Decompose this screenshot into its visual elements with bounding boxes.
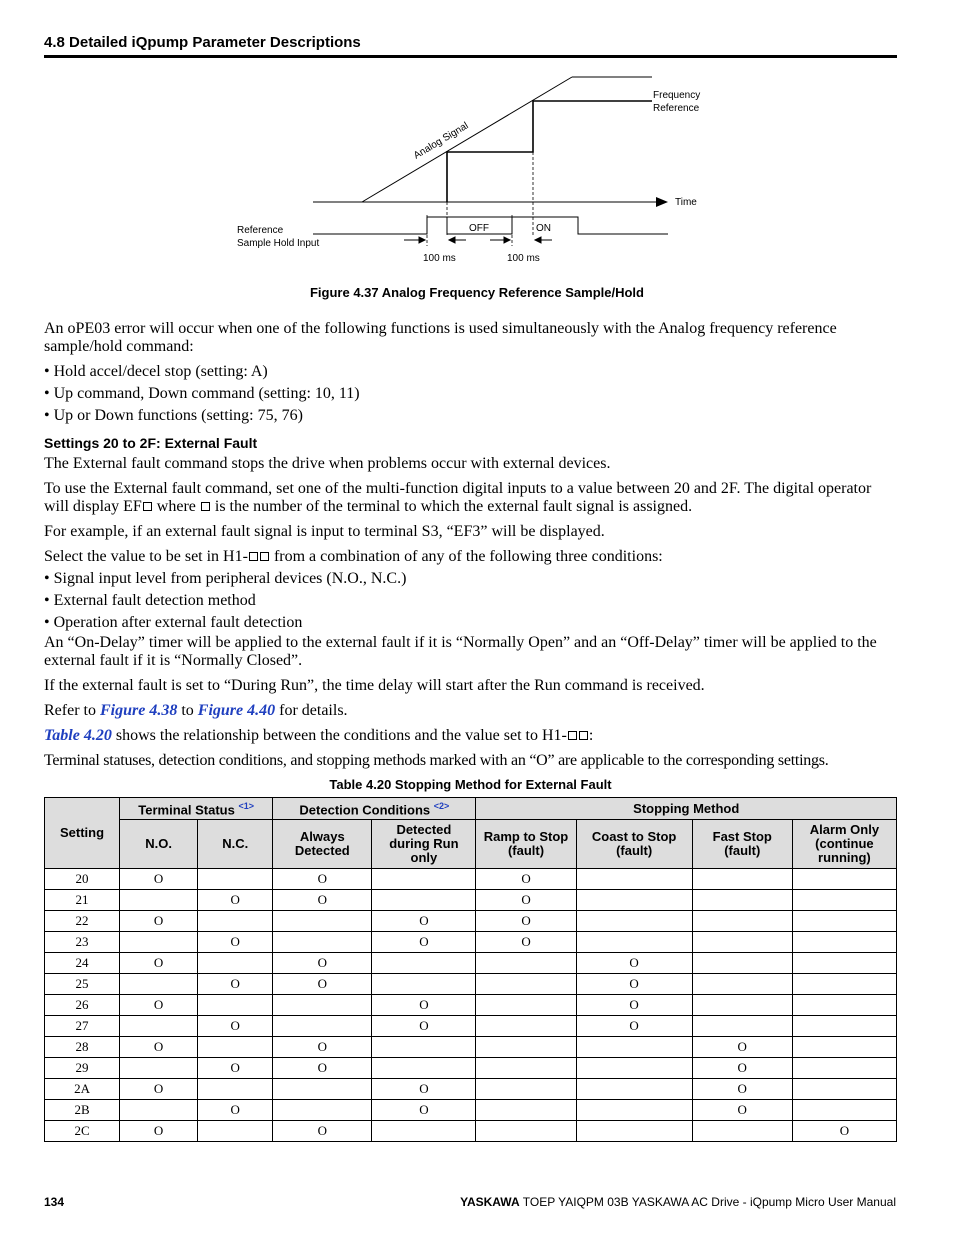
table-cell: O bbox=[120, 995, 198, 1016]
table-cell bbox=[692, 995, 792, 1016]
table-cell bbox=[476, 995, 576, 1016]
table-cell: O bbox=[198, 974, 273, 995]
table-row bbox=[45, 911, 897, 932]
table-cell bbox=[120, 932, 198, 953]
table-cell: O bbox=[372, 995, 476, 1016]
table-cell bbox=[372, 1121, 476, 1142]
frequency-reference-line bbox=[447, 101, 652, 202]
table-4-20-link[interactable]: Table 4.20 bbox=[44, 727, 112, 744]
table-cell bbox=[576, 890, 692, 911]
table-cell: O bbox=[273, 1037, 372, 1058]
paragraph: Terminal statuses, detection conditions, and stopping methods marked with an “O” are applicable to the corresponding settings. bbox=[44, 752, 829, 769]
table-cell bbox=[692, 869, 792, 890]
table-cell: O bbox=[120, 911, 198, 932]
table-cell bbox=[273, 932, 372, 953]
table-cell: O bbox=[476, 932, 576, 953]
bullet: • Up or Down functions (setting: 75, 76) bbox=[44, 407, 303, 424]
placeholder-square-icon bbox=[249, 552, 258, 561]
body-text bbox=[44, 320, 900, 777]
svg-text:Reference: Reference bbox=[653, 103, 700, 114]
table-cell bbox=[120, 974, 198, 995]
table-cell: O bbox=[576, 953, 692, 974]
table-cell bbox=[792, 974, 896, 995]
header-no: N.O. bbox=[120, 820, 198, 869]
table-cell bbox=[692, 1016, 792, 1037]
table-row bbox=[45, 932, 897, 953]
header-detected-during-run: Detected during Run only bbox=[372, 820, 476, 869]
table-cell: O bbox=[372, 911, 476, 932]
table-cell: O bbox=[273, 974, 372, 995]
time-label: Time bbox=[675, 197, 697, 208]
table-cell: O bbox=[273, 1058, 372, 1079]
table-cell bbox=[792, 995, 896, 1016]
table-cell: O bbox=[372, 932, 476, 953]
bullet: • Hold accel/decel stop (setting: A) bbox=[44, 363, 268, 380]
on-label: ON bbox=[536, 223, 551, 234]
table-cell bbox=[576, 1100, 692, 1121]
stopping-method-table bbox=[44, 797, 897, 1142]
figure-4-38-link[interactable]: Figure 4.38 bbox=[99, 702, 178, 719]
setting-cell: 23 bbox=[45, 932, 120, 953]
table-cell: O bbox=[273, 890, 372, 911]
table-cell bbox=[372, 890, 476, 911]
table-cell bbox=[692, 932, 792, 953]
table-row bbox=[45, 1079, 897, 1100]
table-cell bbox=[273, 911, 372, 932]
table-cell bbox=[792, 1100, 896, 1121]
setting-cell: 21 bbox=[45, 890, 120, 911]
table-cell bbox=[692, 953, 792, 974]
header-detection-conditions: Detection Conditions $^{<2>}$ bbox=[273, 798, 476, 820]
sample-hold-pulse bbox=[313, 217, 668, 234]
header-setting: Setting bbox=[45, 798, 120, 869]
setting-cell: 28 bbox=[45, 1037, 120, 1058]
table-cell bbox=[792, 1058, 896, 1079]
paragraph: To use the External fault command, set one of the multi-function digital inputs to a value between 20 and 2F. The digital operator will display EF where is the number of the terminal to which the external fault signal is assigned. bbox=[44, 480, 872, 515]
table-cell bbox=[792, 1079, 896, 1100]
section-title: 4.8 Detailed iQpump Parameter Descriptions bbox=[44, 34, 361, 51]
section-heading: Settings 20 to 2F: External Fault bbox=[44, 435, 258, 451]
table-caption: Table 4.20 Stopping Method for External Fault bbox=[329, 777, 612, 792]
table-cell bbox=[692, 1121, 792, 1142]
table-row bbox=[45, 1016, 897, 1037]
table-cell: O bbox=[576, 1016, 692, 1037]
table-cell: O bbox=[692, 1058, 792, 1079]
table-cell bbox=[198, 1079, 273, 1100]
table-cell: O bbox=[120, 1121, 198, 1142]
sample-hold-diagram bbox=[0, 0, 954, 300]
table-cell: O bbox=[576, 995, 692, 1016]
table-cell bbox=[198, 953, 273, 974]
table-row bbox=[45, 953, 897, 974]
table-cell bbox=[476, 953, 576, 974]
table-cell: O bbox=[120, 1037, 198, 1058]
placeholder-square-icon bbox=[143, 502, 152, 511]
table-cell: O bbox=[273, 1121, 372, 1142]
paragraph: Refer to Figure 4.38 to Figure 4.40 for details. bbox=[44, 702, 348, 719]
table-cell bbox=[792, 890, 896, 911]
table-cell bbox=[692, 911, 792, 932]
table-cell: O bbox=[372, 1016, 476, 1037]
table-cell: O bbox=[273, 953, 372, 974]
table-cell: O bbox=[273, 869, 372, 890]
table-cell: O bbox=[372, 1100, 476, 1121]
setting-cell: 26 bbox=[45, 995, 120, 1016]
table-cell bbox=[120, 1058, 198, 1079]
table-cell bbox=[273, 1016, 372, 1037]
table-cell: O bbox=[198, 1058, 273, 1079]
table-cell bbox=[198, 995, 273, 1016]
header-alarm-only: Alarm Only (continue running) bbox=[792, 820, 896, 869]
table-cell bbox=[476, 1100, 576, 1121]
table-cell bbox=[198, 1037, 273, 1058]
table-row bbox=[45, 1100, 897, 1121]
placeholder-square-icon bbox=[568, 731, 577, 740]
bullet: • Signal input level from peripheral devices (N.O., N.C.) bbox=[44, 570, 407, 587]
paragraph: The External fault command stops the drive when problems occur with external devices. bbox=[44, 455, 611, 472]
setting-cell: 25 bbox=[45, 974, 120, 995]
table-row bbox=[45, 869, 897, 890]
table-cell bbox=[792, 1037, 896, 1058]
table-cell bbox=[372, 953, 476, 974]
page-number: 134 bbox=[44, 1195, 65, 1209]
table-cell bbox=[792, 953, 896, 974]
table-cell bbox=[792, 1016, 896, 1037]
table-row bbox=[45, 1058, 897, 1079]
table-cell bbox=[576, 1079, 692, 1100]
paragraph: Select the value to be set in H1- from a combination of any of the following three conditions: bbox=[44, 548, 663, 565]
table-row bbox=[45, 890, 897, 911]
table-cell: O bbox=[692, 1100, 792, 1121]
table-cell: O bbox=[476, 890, 576, 911]
table-cell bbox=[273, 1079, 372, 1100]
paragraph: An “On-Delay” timer will be applied to the external fault if it is “Normally Open” and an “Off-Delay” timer will be applied to the external fault if it is “Normally Closed”. bbox=[44, 634, 877, 669]
header-nc: N.C. bbox=[198, 820, 273, 869]
table-row bbox=[45, 995, 897, 1016]
figure-4-40-link[interactable]: Figure 4.40 bbox=[197, 702, 276, 719]
table-cell bbox=[198, 869, 273, 890]
setting-cell: 27 bbox=[45, 1016, 120, 1037]
placeholder-square-icon bbox=[201, 502, 210, 511]
table-cell bbox=[576, 932, 692, 953]
table-cell bbox=[476, 1016, 576, 1037]
setting-cell: 29 bbox=[45, 1058, 120, 1079]
table-cell bbox=[692, 974, 792, 995]
table-cell bbox=[792, 932, 896, 953]
table-cell bbox=[372, 1037, 476, 1058]
setting-cell: 2A bbox=[45, 1079, 120, 1100]
table-cell bbox=[476, 1037, 576, 1058]
table-cell bbox=[476, 1079, 576, 1100]
table-cell: O bbox=[120, 869, 198, 890]
setting-cell: 2C bbox=[45, 1121, 120, 1142]
time-axis-arrow bbox=[656, 197, 668, 207]
paragraph: If the external fault is set to “During Run”, the time delay will start after the Run command is received. bbox=[44, 677, 705, 694]
analog-signal-line bbox=[362, 77, 572, 202]
svg-text:Sample Hold Input: Sample Hold Input bbox=[237, 238, 320, 249]
header-always-detected: Always Detected bbox=[273, 820, 372, 869]
paragraph: For example, if an external fault signal is input to terminal S3, “EF3” will be displayed. bbox=[44, 523, 605, 540]
table-cell bbox=[476, 1121, 576, 1142]
paragraph: An oPE03 error will occur when one of the following functions is used simultaneously with the Analog frequency reference sample/hold command: bbox=[44, 320, 837, 355]
table-cell bbox=[576, 1037, 692, 1058]
figure-caption: Figure 4.37 Analog Frequency Reference Sample/Hold bbox=[309, 285, 644, 300]
note-1-link[interactable]: <1> bbox=[238, 801, 255, 812]
table-cell bbox=[120, 1016, 198, 1037]
header-coast-to-stop: Coast to Stop (fault) bbox=[576, 820, 692, 869]
table-cell bbox=[576, 911, 692, 932]
table-cell bbox=[372, 974, 476, 995]
analog-signal-label: Analog Signal bbox=[411, 120, 471, 162]
table-cell: O bbox=[198, 1100, 273, 1121]
table-cell bbox=[120, 1100, 198, 1121]
header-terminal-status: Terminal Status $^{<1>}$ bbox=[120, 798, 273, 820]
table-cell: O bbox=[372, 1079, 476, 1100]
table-cell bbox=[576, 1058, 692, 1079]
header-fast-stop: Fast Stop (fault) bbox=[692, 820, 792, 869]
table-cell bbox=[372, 1058, 476, 1079]
table-cell bbox=[792, 911, 896, 932]
placeholder-square-icon bbox=[579, 731, 588, 740]
table-cell: O bbox=[120, 1079, 198, 1100]
table-cell: O bbox=[692, 1037, 792, 1058]
table-cell bbox=[692, 890, 792, 911]
table-row bbox=[45, 1037, 897, 1058]
table-cell: O bbox=[476, 911, 576, 932]
setting-cell: 20 bbox=[45, 869, 120, 890]
setting-cell: 2B bbox=[45, 1100, 120, 1121]
table-cell: O bbox=[120, 953, 198, 974]
table-cell bbox=[198, 1121, 273, 1142]
bullet: • Up command, Down command (setting: 10, 11) bbox=[44, 385, 360, 402]
setting-cell: 24 bbox=[45, 953, 120, 974]
paragraph: Table 4.20 shows the relationship between the conditions and the value set to H1- : bbox=[44, 727, 594, 744]
table-cell bbox=[476, 1058, 576, 1079]
placeholder-square-icon bbox=[260, 552, 269, 561]
table-cell bbox=[576, 1121, 692, 1142]
header-stopping-method: Stopping Method bbox=[476, 798, 897, 820]
table-cell bbox=[120, 890, 198, 911]
table-cell: O bbox=[576, 974, 692, 995]
table-cell bbox=[372, 869, 476, 890]
frequency-reference-label: Frequency bbox=[653, 90, 701, 101]
table-cell bbox=[476, 974, 576, 995]
bullet: • External fault detection method bbox=[44, 592, 256, 609]
ms-label-right: 100 ms bbox=[507, 253, 540, 264]
ms-label-left: 100 ms bbox=[423, 253, 456, 264]
table-cell bbox=[273, 995, 372, 1016]
reference-label: Reference bbox=[237, 225, 284, 236]
header-ramp-to-stop: Ramp to Stop (fault) bbox=[476, 820, 576, 869]
footer-document-title: YASKAWA TOEP YAIQPM 03B YASKAWA AC Drive - iQpump Micro User Manual bbox=[460, 1195, 896, 1209]
table-cell: O bbox=[692, 1079, 792, 1100]
table-cell: O bbox=[476, 869, 576, 890]
table-cell: O bbox=[198, 932, 273, 953]
table-cell bbox=[792, 869, 896, 890]
table-cell: O bbox=[198, 890, 273, 911]
note-2-link[interactable]: <2> bbox=[433, 801, 450, 812]
table-cell: O bbox=[198, 1016, 273, 1037]
table-cell bbox=[273, 1100, 372, 1121]
setting-cell: 22 bbox=[45, 911, 120, 932]
table-row bbox=[45, 974, 897, 995]
off-label: OFF bbox=[469, 223, 489, 234]
table-cell bbox=[576, 869, 692, 890]
table-cell: O bbox=[792, 1121, 896, 1142]
bullet: • Operation after external fault detection bbox=[44, 614, 303, 631]
table-cell bbox=[198, 911, 273, 932]
table-row bbox=[45, 1121, 897, 1142]
